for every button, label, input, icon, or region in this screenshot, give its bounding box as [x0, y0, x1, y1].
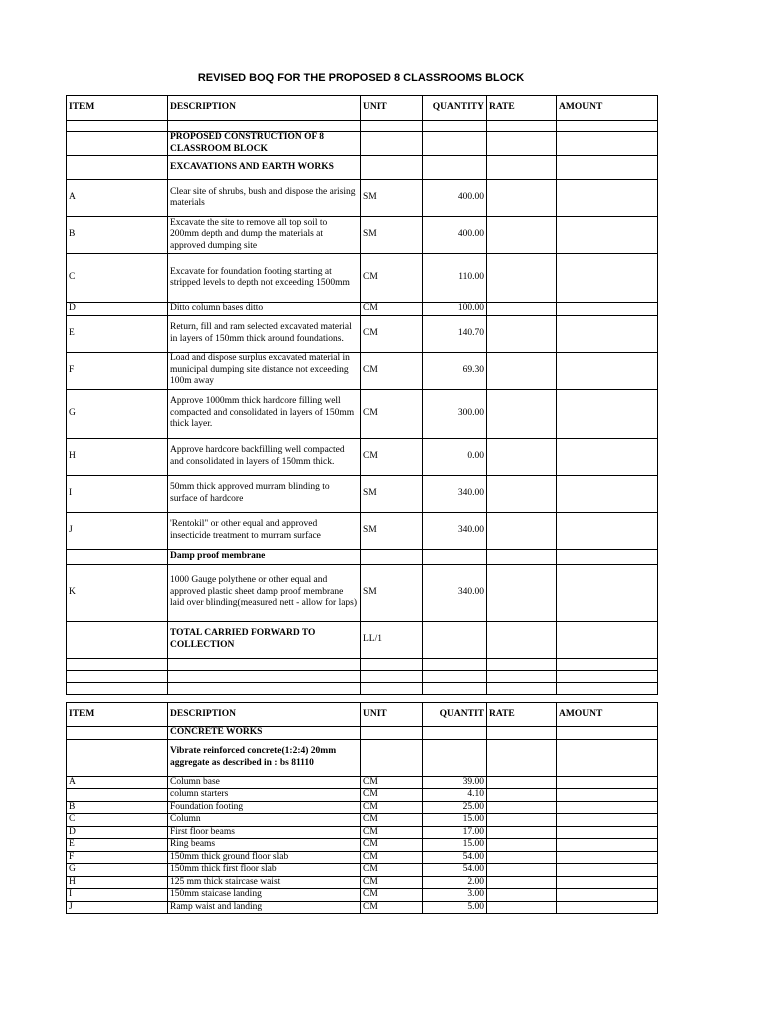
empty-row [67, 682, 658, 694]
table-row [67, 389, 658, 438]
item-amount [557, 851, 658, 864]
item-quantity: 15.00 [423, 814, 487, 827]
item-unit: CM [361, 814, 423, 827]
item-amount [557, 789, 658, 802]
item-quantity: 400.00 [423, 180, 487, 217]
section-heading-row [67, 549, 658, 564]
table-row [67, 826, 658, 839]
item-unit: CM [361, 776, 423, 789]
item-rate [487, 315, 557, 352]
item-rate [487, 864, 557, 877]
header-rate: RATE [487, 96, 557, 121]
item-unit: CM [361, 876, 423, 889]
item-description: 'Rentokil" or other equal and approved insecticide treatment to murram surface [168, 512, 361, 549]
empty-row [67, 670, 658, 682]
table-row [67, 789, 658, 802]
item-description: Approve 1000mm thick hardcore filling well compacted and consolidated in layers of 150mm thick layer. [168, 389, 361, 438]
item-quantity: 17.00 [423, 826, 487, 839]
item-unit: CM [361, 901, 423, 914]
item-rate [487, 303, 557, 316]
item-unit: CM [361, 352, 423, 389]
section-heading-concrete: CONCRETE WORKS [168, 727, 361, 740]
item-unit: SM [361, 475, 423, 512]
item-rate [487, 801, 557, 814]
item-rate [487, 889, 557, 902]
item-rate [487, 876, 557, 889]
item-code: D [67, 303, 168, 316]
item-code: E [67, 315, 168, 352]
item-unit: CM [361, 826, 423, 839]
item-quantity: 400.00 [423, 217, 487, 254]
boq-table-concrete [66, 702, 658, 914]
table-row [67, 801, 658, 814]
item-rate [487, 776, 557, 789]
item-description: Return, fill and ram selected excavated material in layers of 150mm thick around foundations. [168, 315, 361, 352]
item-rate [487, 217, 557, 254]
item-description: Load and dispose surplus excavated material in municipal dumping site distance not exceeding 100m away [168, 352, 361, 389]
header-item: ITEM [67, 703, 168, 727]
item-description: Approve hardcore backfilling well compacted and consolidated in layers of 150mm thick. [168, 438, 361, 475]
item-amount [557, 826, 658, 839]
item-amount [557, 801, 658, 814]
total-unit: LL/1 [361, 621, 423, 658]
item-code: A [67, 776, 168, 789]
item-rate [487, 851, 557, 864]
header-amount: AMOUNT [557, 703, 658, 727]
item-amount [557, 352, 658, 389]
table-header-row [67, 703, 658, 727]
item-code: D [67, 826, 168, 839]
item-amount [557, 217, 658, 254]
table-row [67, 254, 658, 303]
table-row [67, 438, 658, 475]
header-description: DESCRIPTION [168, 703, 361, 727]
header-description: DESCRIPTION [168, 96, 361, 121]
item-quantity: 100.00 [423, 303, 487, 316]
table-row [67, 876, 658, 889]
item-rate [487, 352, 557, 389]
item-code: H [67, 438, 168, 475]
section-heading-row [67, 156, 658, 180]
item-unit: CM [361, 789, 423, 802]
empty-row [67, 121, 658, 132]
item-rate [487, 254, 557, 303]
item-description: 125 mm thick staircase waist [168, 876, 361, 889]
item-code: J [67, 901, 168, 914]
item-amount [557, 389, 658, 438]
item-unit: CM [361, 801, 423, 814]
item-rate [487, 901, 557, 914]
item-code: G [67, 389, 168, 438]
item-unit: CM [361, 254, 423, 303]
item-rate [487, 789, 557, 802]
item-unit: CM [361, 889, 423, 902]
item-rate [487, 475, 557, 512]
section-heading-row [67, 132, 658, 156]
item-description: 50mm thick approved murram blinding to surface of hardcore [168, 475, 361, 512]
item-quantity: 300.00 [423, 389, 487, 438]
header-unit: UNIT [361, 96, 423, 121]
item-quantity: 25.00 [423, 801, 487, 814]
table-row [67, 180, 658, 217]
item-description: 150mm thick first floor slab [168, 864, 361, 877]
total-label: TOTAL CARRIED FORWARD TO COLLECTION [168, 621, 361, 658]
item-code: F [67, 352, 168, 389]
item-code: A [67, 180, 168, 217]
item-rate [487, 564, 557, 621]
item-rate [487, 512, 557, 549]
item-amount [557, 512, 658, 549]
item-code: C [67, 254, 168, 303]
item-description: 1000 Gauge polythene or other equal and approved plastic sheet damp proof membrane laid over blinding(measured nett - allow for laps) [168, 564, 361, 621]
item-description: 150mm staicase landing [168, 889, 361, 902]
header-quantity: QUANTITY [423, 96, 487, 121]
item-rate [487, 814, 557, 827]
table-row [67, 776, 658, 789]
table-row [67, 564, 658, 621]
item-quantity: 54.00 [423, 864, 487, 877]
item-description: 150mm thick ground floor slab [168, 851, 361, 864]
item-description: First floor beams [168, 826, 361, 839]
header-amount: AMOUNT [557, 96, 658, 121]
section-heading-excavations: EXCAVATIONS AND EARTH WORKS [168, 156, 361, 180]
item-amount [557, 876, 658, 889]
header-item: ITEM [67, 96, 168, 121]
table-header-row [67, 96, 658, 121]
item-code: K [67, 564, 168, 621]
item-quantity: 4.10 [423, 789, 487, 802]
item-amount [557, 180, 658, 217]
header-rate: RATE [487, 703, 557, 727]
item-rate [487, 389, 557, 438]
item-amount [557, 776, 658, 789]
item-description: column starters [168, 789, 361, 802]
item-code: E [67, 839, 168, 852]
item-amount [557, 864, 658, 877]
table-row [67, 901, 658, 914]
item-description: Excavate for foundation footing starting at stripped levels to depth not exceeding 1500mm [168, 254, 361, 303]
item-description: Ramp waist and landing [168, 901, 361, 914]
item-rate [487, 438, 557, 475]
item-quantity: 340.00 [423, 475, 487, 512]
item-quantity: 2.00 [423, 876, 487, 889]
table-row [67, 303, 658, 316]
section-heading-reinforced: Vibrate reinforced concrete(1:2:4) 20mm aggregate as described in : bs 81110 [168, 739, 361, 776]
item-unit: CM [361, 864, 423, 877]
table-row [67, 352, 658, 389]
item-description: Excavate the site to remove all top soil to 200mm depth and dump the materials at approved dumping site [168, 217, 361, 254]
section-heading-row [67, 727, 658, 740]
document-title: REVISED BOQ FOR THE PROPOSED 8 CLASSROOMS BLOCK [197, 72, 525, 84]
item-code: F [67, 851, 168, 864]
item-quantity: 0.00 [423, 438, 487, 475]
item-code: B [67, 801, 168, 814]
item-code: H [67, 876, 168, 889]
item-quantity: 5.00 [423, 901, 487, 914]
item-quantity: 3.00 [423, 889, 487, 902]
table-row [67, 475, 658, 512]
item-quantity: 340.00 [423, 564, 487, 621]
section-heading-project: PROPOSED CONSTRUCTION OF 8 CLASSROOM BLOCK [168, 132, 361, 156]
table-row [67, 217, 658, 254]
header-quantity: QUANTIT [423, 703, 487, 727]
boq-table-excavations [66, 95, 658, 695]
empty-row [67, 658, 658, 670]
item-code: B [67, 217, 168, 254]
item-amount [557, 315, 658, 352]
table-row [67, 839, 658, 852]
item-unit: SM [361, 512, 423, 549]
item-unit: CM [361, 389, 423, 438]
item-rate [487, 839, 557, 852]
table-row [67, 512, 658, 549]
item-quantity: 340.00 [423, 512, 487, 549]
item-unit: CM [361, 315, 423, 352]
item-description: Column base [168, 776, 361, 789]
item-code: I [67, 889, 168, 902]
section-heading-row [67, 739, 658, 776]
item-quantity: 140.70 [423, 315, 487, 352]
item-amount [557, 475, 658, 512]
item-unit: SM [361, 564, 423, 621]
section-heading-dpm: Damp proof membrane [168, 549, 361, 564]
total-row [67, 621, 658, 658]
item-unit: CM [361, 851, 423, 864]
item-amount [557, 839, 658, 852]
item-description: Ditto column bases ditto [168, 303, 361, 316]
item-description: Column [168, 814, 361, 827]
item-amount [557, 814, 658, 827]
item-amount [557, 901, 658, 914]
item-amount [557, 438, 658, 475]
table-row [67, 889, 658, 902]
header-unit: UNIT [361, 703, 423, 727]
item-unit: SM [361, 217, 423, 254]
item-quantity: 69.30 [423, 352, 487, 389]
item-code: I [67, 475, 168, 512]
item-rate [487, 826, 557, 839]
item-code: J [67, 512, 168, 549]
item-amount [557, 889, 658, 902]
item-quantity: 39.00 [423, 776, 487, 789]
item-description: Clear site of shrubs, bush and dispose the arising materials [168, 180, 361, 217]
item-code: G [67, 864, 168, 877]
item-amount [557, 254, 658, 303]
item-unit: CM [361, 839, 423, 852]
item-unit: CM [361, 303, 423, 316]
item-amount [557, 564, 658, 621]
item-code: C [67, 814, 168, 827]
item-description: Ring beams [168, 839, 361, 852]
item-quantity: 54.00 [423, 851, 487, 864]
item-rate [487, 180, 557, 217]
table-row [67, 315, 658, 352]
item-amount [557, 303, 658, 316]
table-row [67, 851, 658, 864]
item-quantity: 15.00 [423, 839, 487, 852]
item-unit: SM [361, 180, 423, 217]
item-quantity: 110.00 [423, 254, 487, 303]
item-description: Foundation footing [168, 801, 361, 814]
item-unit: CM [361, 438, 423, 475]
item-code [67, 789, 168, 802]
table-row [67, 814, 658, 827]
table-row [67, 864, 658, 877]
